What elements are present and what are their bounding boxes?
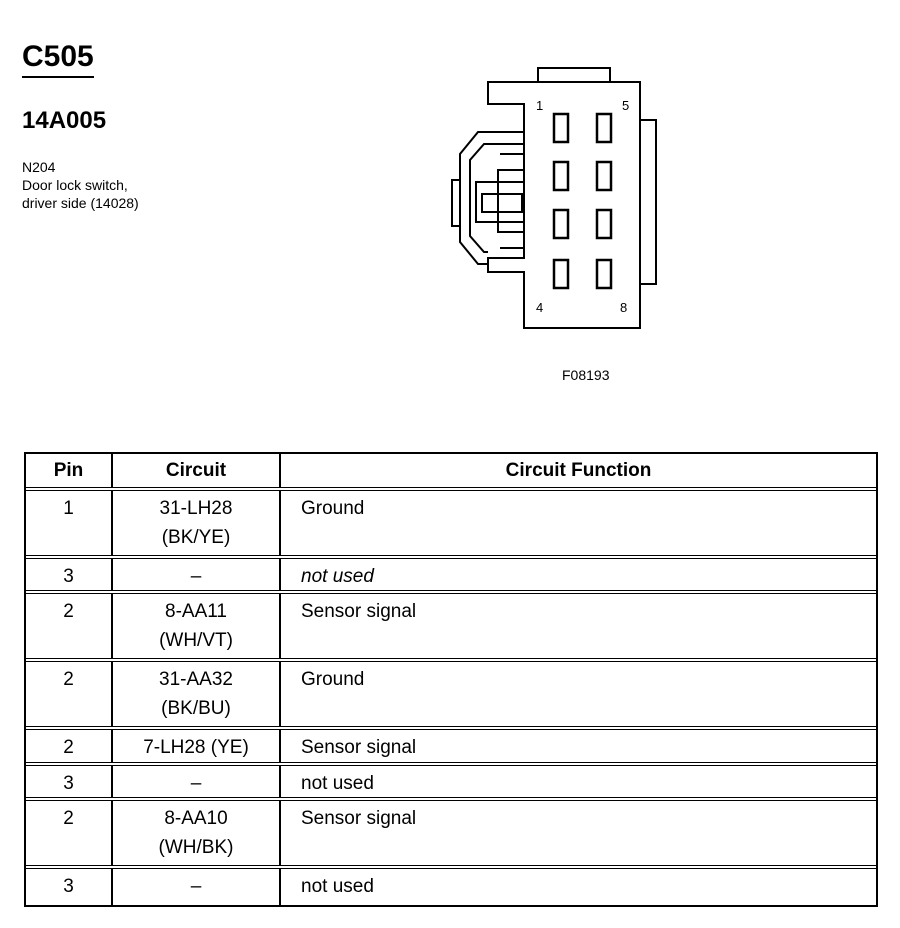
function-cell: Sensor signal: [301, 601, 417, 622]
header-pin: Pin: [26, 454, 113, 487]
pin-label-5: 5: [622, 98, 630, 113]
table-row: [26, 766, 876, 801]
circuit-color: (WH/VT): [159, 630, 233, 651]
pin-cell: 2: [26, 594, 113, 658]
pin-cell: 3: [26, 869, 113, 905]
circuit-cell: –: [113, 559, 281, 590]
pin-cell: 1: [26, 491, 113, 555]
table-header-row: [26, 454, 876, 491]
function-cell: not used: [301, 876, 374, 897]
table-row: [26, 594, 876, 662]
circuit-cell: –: [113, 869, 281, 905]
circuit-id: 8-AA11: [165, 601, 227, 622]
circuit-color: (BK/BU): [161, 698, 231, 719]
connector-title: C505: [22, 40, 94, 78]
circuit-color: (WH/BK): [158, 837, 234, 858]
connector-diagram: [440, 62, 680, 352]
circuit-cell: [113, 662, 281, 726]
part-number: 14A005: [22, 107, 107, 134]
table-row: [26, 869, 876, 905]
description-line-2: driver side (14028): [22, 195, 139, 211]
component-description: [22, 176, 242, 212]
circuit-id: 31-LH28: [159, 498, 233, 519]
figure-id: F08193: [562, 367, 610, 383]
function-cell: not used: [301, 566, 374, 587]
pin-label-4: 4: [536, 300, 544, 315]
function-cell: Sensor signal: [301, 737, 417, 758]
description-line-1: Door lock switch,: [22, 177, 128, 193]
pin-label-8: 8: [620, 300, 628, 315]
function-cell: Ground: [301, 498, 365, 519]
circuit-id: 8-AA10: [164, 808, 228, 829]
header-function: Circuit Function: [505, 460, 652, 481]
circuit-cell: [113, 594, 281, 658]
pin-cell: 2: [26, 801, 113, 865]
circuit-id: 31-AA32: [159, 669, 233, 690]
pin-cell: 3: [26, 766, 113, 797]
circuit-cell: –: [113, 766, 281, 797]
header-circuit: Circuit: [113, 454, 281, 487]
circuit-color: (BK/YE): [161, 527, 231, 548]
table-row: [26, 730, 876, 766]
table-row: [26, 662, 876, 730]
pin-cavities: [554, 114, 611, 288]
pin-cell: 2: [26, 662, 113, 726]
pin-label-1: 1: [536, 98, 544, 113]
function-cell: Sensor signal: [301, 808, 417, 829]
circuit-cell: 7-LH28 (YE): [113, 730, 281, 762]
pinout-table: [24, 452, 878, 907]
circuit-cell: [113, 491, 281, 555]
table-row: [26, 559, 876, 594]
function-cell: not used: [301, 773, 374, 794]
component-code: N204: [22, 159, 56, 175]
pin-cell: 2: [26, 730, 113, 762]
function-cell: Ground: [301, 669, 365, 690]
table-row: [26, 801, 876, 869]
table-row: [26, 491, 876, 559]
circuit-cell: [113, 801, 281, 865]
pin-cell: 3: [26, 559, 113, 590]
